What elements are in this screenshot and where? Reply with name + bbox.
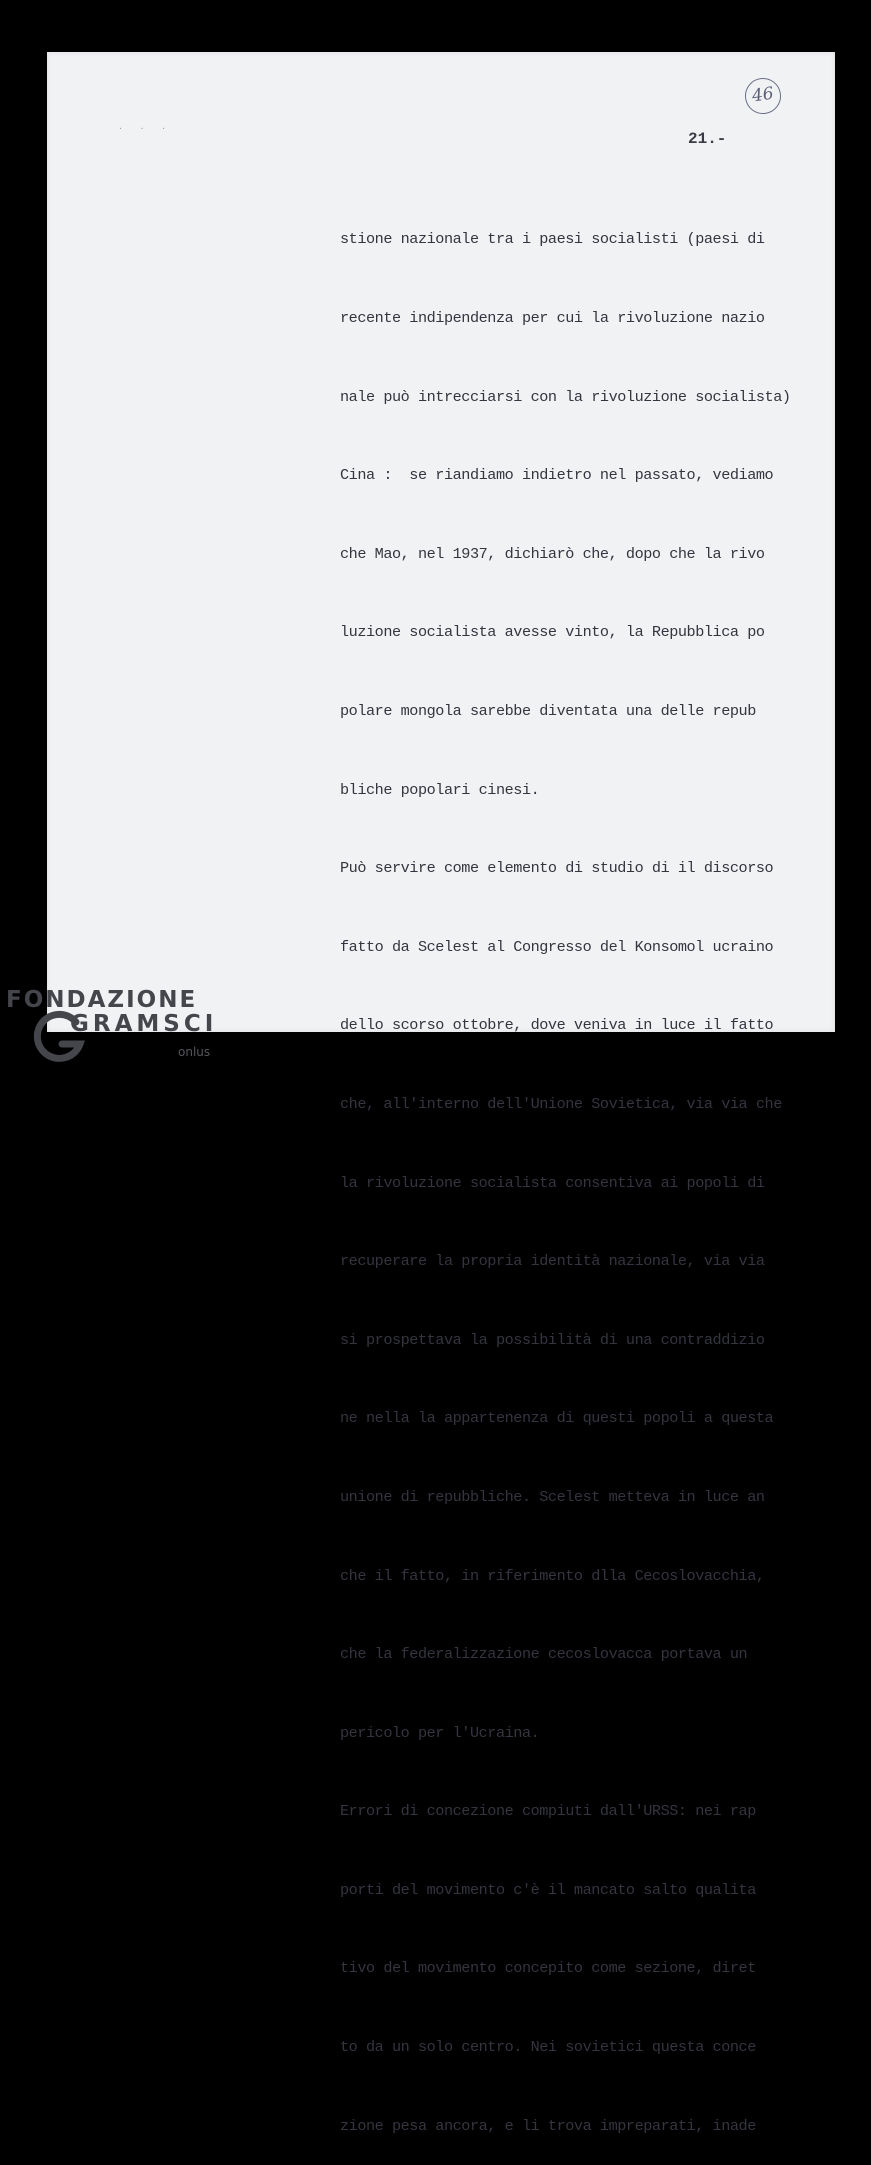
text-line: bliche popolari cinesi. (340, 780, 540, 799)
text-line: ne nella la appartenenza di questi popoli a questa (340, 1409, 774, 1428)
paper-specks: · · · (118, 124, 173, 133)
text-line: che, all'interno dell'Unione Sovietica, via via che (340, 1094, 782, 1113)
text-line: che il fatto, in riferimento dlla Cecoslovacchia, (340, 1566, 765, 1585)
text-line: nale può intrecciarsi con la rivoluzione socialista) (340, 387, 791, 406)
text-line: Cina : se riandiamo indietro nel passato, vediamo (340, 466, 774, 485)
text-line: che la federalizzazione cecoslovacca portava un (340, 1645, 748, 1664)
typed-text-body (340, 174, 810, 2165)
text-line: luzione socialista avesse vinto, la Repubblica po (340, 623, 765, 642)
watermark-suffix: onlus (178, 1045, 211, 1059)
text-line: zione pesa ancora, e li trova impreparati, inade (340, 2116, 756, 2135)
text-line: porti del movimento c'è il mancato salto qualita (340, 1880, 756, 1899)
watermark-line2: GRAMSCI (70, 1011, 218, 1037)
archive-number: 46 (750, 83, 775, 107)
text-line: pericolo per l'Ucraina. (340, 1723, 540, 1742)
text-line: to da un solo centro. Nei sovietici questa conce (340, 2038, 756, 2057)
text-line: polare mongola sarebbe diventata una delle repub (340, 701, 756, 720)
watermark-line1: FONDAZIONE (6, 987, 198, 1013)
text-line: unione di repubbliche. Scelest metteva in luce an (340, 1487, 765, 1506)
page-number: 21.- (688, 130, 727, 148)
text-line: si prospettava la possibilità di una contraddizio (340, 1330, 765, 1349)
text-line: che Mao, nel 1937, dichiarò che, dopo che la rivo (340, 544, 765, 563)
text-line: dello scorso ottobre, dove veniva in luce il fatto (340, 1016, 774, 1035)
text-line: la rivoluzione socialista consentiva ai popoli di (340, 1173, 765, 1192)
text-line: Può servire come elemento di studio di il discorso (340, 859, 774, 878)
text-line: recente indipendenza per cui la rivoluzione nazio (340, 309, 765, 327)
text-line: Errori di concezione compiuti dall'URSS: nei rap (340, 1802, 756, 1821)
text-line: stione nazionale tra i paesi socialisti (paesi di (340, 230, 765, 249)
text-line: fatto da Scelest al Congresso del Konsomol ucraino (340, 937, 774, 956)
text-line: tivo del movimento concepito come sezione, diret (340, 1959, 756, 1978)
text-line: recuperare la propria identità nazionale, via via (340, 1252, 765, 1271)
